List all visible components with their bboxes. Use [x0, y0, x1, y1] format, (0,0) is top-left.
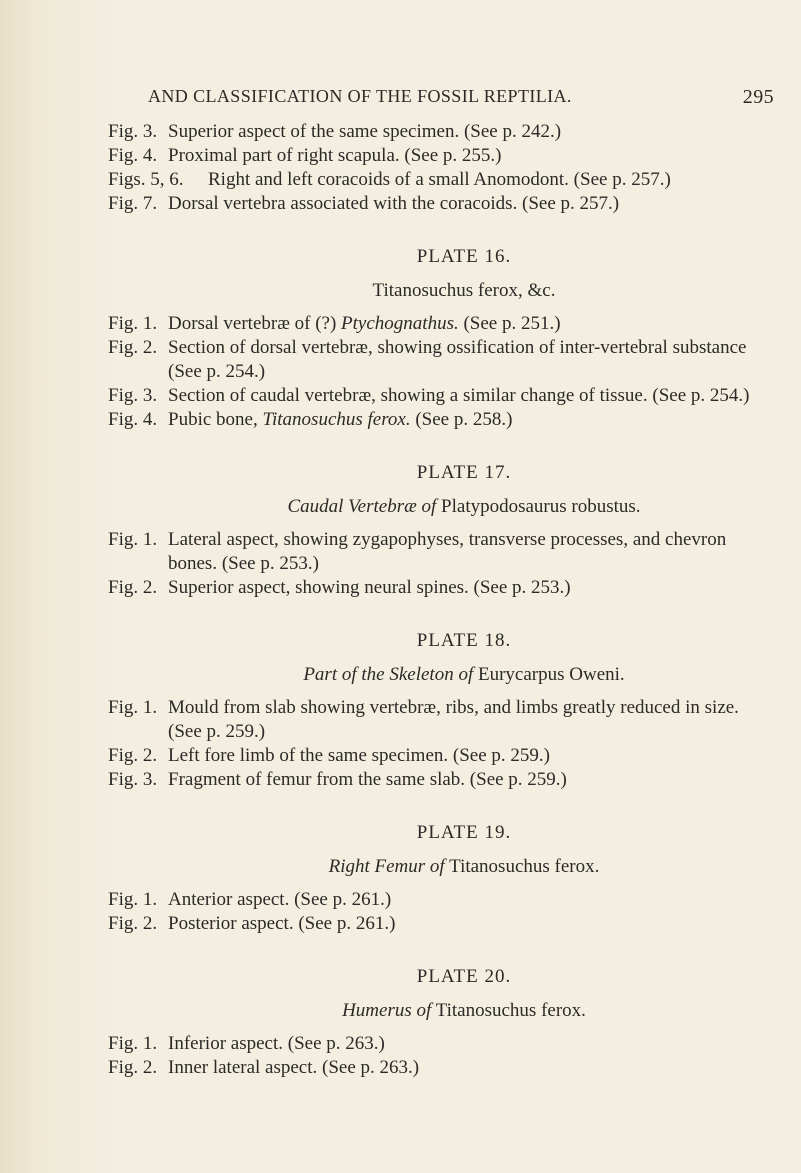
plate-subtitle — [108, 280, 780, 302]
plate-subtitle-text: Titanosuchus ferox. — [444, 856, 600, 877]
figure-label: Fig. 1. — [108, 1033, 158, 1054]
plate-title: PLATE 18. — [416, 630, 512, 651]
plate-title: PLATE 19. — [416, 822, 512, 843]
figure-entry — [108, 384, 780, 408]
figure-text: Right and left coracoids of a small Anomodont. (See p. 257.) — [208, 169, 671, 190]
plate-subtitle-text: Eurycarpus Oweni. — [473, 664, 625, 685]
figure-entry — [108, 168, 780, 192]
figure-entry — [108, 528, 780, 576]
figure-text: (See p. 258.) — [410, 409, 513, 430]
plate-subtitle-italic: Humerus of — [342, 1000, 432, 1021]
figure-entry — [108, 120, 780, 144]
figure-label: Fig. 2. — [108, 913, 158, 934]
figure-text-continuation: (See p. 254.) — [168, 361, 266, 382]
figure-entry — [108, 1032, 780, 1056]
figure-label: Fig. 1. — [108, 313, 158, 334]
taxon-name: Titanosuchus ferox. — [262, 409, 411, 430]
page-number: 295 — [742, 86, 774, 108]
figure-entry — [108, 696, 780, 744]
plate-title: PLATE 16. — [416, 246, 512, 267]
figure-text-continuation: (See p. 259.) — [168, 721, 266, 742]
figure-text: Dorsal vertebræ of (?) — [168, 313, 342, 334]
figure-text: Superior aspect, showing neural spines. (See p. 253.) — [168, 577, 571, 598]
figure-text: Inferior aspect. (See p. 263.) — [168, 1033, 385, 1054]
plate-title: PLATE 17. — [416, 462, 512, 483]
figure-text: Anterior aspect. (See p. 261.) — [168, 889, 392, 910]
figure-entry — [108, 312, 780, 336]
figure-text: Fragment of femur from the same slab. (See p. 259.) — [168, 769, 567, 790]
plate-subtitle — [108, 496, 780, 518]
taxon-name: Ptychognathus. — [341, 313, 459, 334]
figure-text: Section of dorsal vertebræ, showing ossification of inter-vertebral substance — [168, 337, 747, 358]
plate-title: PLATE 20. — [416, 966, 512, 987]
plate-subtitle-italic: Caudal Vertebræ of — [287, 496, 437, 517]
figure-text: (See p. 251.) — [458, 313, 561, 334]
plate-descriptions — [108, 120, 780, 1080]
figure-text: Left fore limb of the same specimen. (See p. 259.) — [168, 745, 550, 766]
figure-label: Fig. 3. — [108, 121, 158, 142]
plate-subtitle-italic: Part of the Skeleton of — [303, 664, 474, 685]
figure-entry — [108, 1056, 780, 1080]
plate-subtitle — [108, 664, 780, 686]
figure-label: Fig. 4. — [108, 145, 158, 166]
plate-subtitle-italic: Right Femur of — [328, 856, 445, 877]
figure-text: Posterior aspect. (See p. 261.) — [168, 913, 396, 934]
figure-label: Figs. 5, 6. — [108, 169, 184, 190]
figure-label: Fig. 2. — [108, 337, 158, 358]
figure-label: Fig. 2. — [108, 745, 158, 766]
figure-label: Fig. 1. — [108, 529, 158, 550]
figure-label: Fig. 3. — [108, 385, 158, 406]
figure-entry — [108, 576, 780, 600]
figure-text-continuation: bones. (See p. 253.) — [168, 553, 319, 574]
figure-label: Fig. 2. — [108, 1057, 158, 1078]
plate-subtitle — [108, 856, 780, 878]
figure-text: Lateral aspect, showing zygapophyses, transverse processes, and chevron — [168, 529, 727, 550]
figure-text: Inner lateral aspect. (See p. 263.) — [168, 1057, 420, 1078]
figure-entry — [108, 408, 780, 432]
plate-subtitle-text: Platypodosaurus robustus. — [436, 496, 641, 517]
figure-label: Fig. 1. — [108, 889, 158, 910]
figure-label: Fig. 4. — [108, 409, 158, 430]
figure-entry — [108, 768, 780, 792]
figure-text: Section of caudal vertebræ, showing a similar change of tissue. (See p. 254.) — [168, 385, 750, 406]
header-title: AND CLASSIFICATION OF THE FOSSIL REPTILIA. — [148, 86, 572, 106]
figure-label: Fig. 2. — [108, 577, 158, 598]
figure-entry — [108, 144, 780, 168]
figure-entry — [108, 336, 780, 384]
plate-subtitle — [108, 1000, 780, 1022]
figure-entry — [108, 912, 780, 936]
figure-entry — [108, 744, 780, 768]
figure-text: Proximal part of right scapula. (See p. 255.) — [168, 145, 502, 166]
figure-label: Fig. 1. — [108, 697, 158, 718]
figure-entry — [108, 888, 780, 912]
figure-entry — [108, 192, 780, 216]
plate-subtitle-text: Titanosuchus ferox, &c. — [372, 280, 556, 301]
figure-text: Superior aspect of the same specimen. (See p. 242.) — [168, 121, 562, 142]
figure-label: Fig. 7. — [108, 193, 158, 214]
figure-text: Pubic bone, — [168, 409, 263, 430]
figure-label: Fig. 3. — [108, 769, 158, 790]
plate-subtitle-text: Titanosuchus ferox. — [431, 1000, 586, 1021]
figure-text: Dorsal vertebra associated with the coracoids. (See p. 257.) — [168, 193, 620, 214]
figure-text: Mould from slab showing vertebræ, ribs, and limbs greatly reduced in size. — [168, 697, 739, 718]
